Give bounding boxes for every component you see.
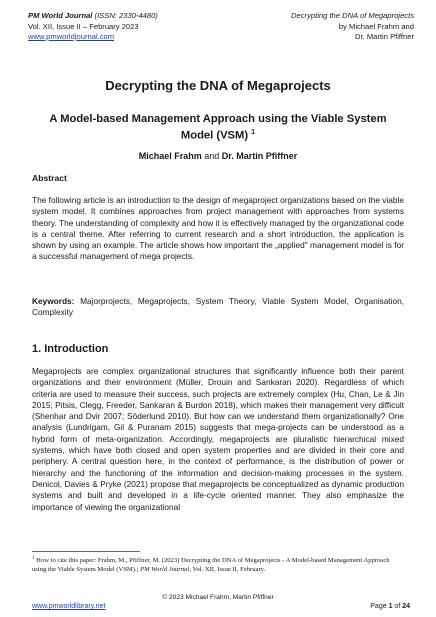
- footnote-journal: PM World Journal: [140, 565, 190, 573]
- page-total: 24: [402, 603, 410, 610]
- paper-title: Decrypting the DNA of Megaprojects: [105, 78, 331, 93]
- keywords-text: Majorprojects, Megaprojects, System Theory, Viable System Model, Organisation, Complexity: [32, 296, 404, 318]
- journal-line: [28, 11, 158, 22]
- author-2: Dr. Martin Pfiffner: [221, 151, 298, 161]
- journal-name: PM World Journal: [28, 11, 93, 20]
- footnote-text-after: , Vol. XII, Issue II, February.: [189, 565, 266, 573]
- page-current: 1: [388, 603, 393, 610]
- section-heading: 1. Introduction: [32, 343, 109, 355]
- byline-1: by Michael Frahm and: [338, 21, 414, 31]
- footnote-text-before: How to cite this paper: Frahm, M., Pfiffner, M. (2023) Decrypting the DNA of Megaprojects - A Model-based Management Approach using the Viable System Model (VSM).;: [32, 557, 390, 573]
- paper-subtitle: [40, 112, 396, 143]
- running-title: Decrypting the DNA of Megaprojects: [291, 11, 414, 20]
- keywords-label: Keywords:: [32, 296, 75, 306]
- abstract-text: The following article is an introduction to the design of megaproject organizations based on the viable system model. It combines approaches from project management with approaches from systems theory. The understanding of complexity and how it is effectively managed by the organizational code is a central theme. After referring to current research and a short introduction, the application is shown by using an example. The article shows how important the „applied" management model is for a successful management of mega projects.: [32, 195, 404, 262]
- page-prefix: Page: [370, 603, 389, 610]
- page-number: [370, 603, 410, 610]
- footnote-number: 1: [32, 556, 35, 561]
- header-right: [291, 11, 414, 43]
- copyright-notice: © 2023 Michael Frahm, Martin Pfiffner: [162, 594, 274, 601]
- byline-2: Dr. Martin Pfiffner: [355, 32, 414, 41]
- footnote-marker: 1: [251, 129, 256, 136]
- footer-url-link[interactable]: www.pmworldlibrary.net: [32, 603, 106, 610]
- journal-issue: Vol. XII, Issue II – February 2023: [28, 21, 139, 31]
- footnote: [32, 555, 404, 574]
- section-body-text: Megaprojects are complex organizational structures that significantly influence both their parent organizations and their environment (Müller, Drouin and Sankaran 2020). Regardless of which criteria are used to measure their success, such projects are extremely complex (Hu, Chan, Le & Jin 2015; Pitsis, Clegg, Freeder, Sankaran & Burdon 2018), which makes their management very difficult (Shenhar and Dvir 2007; Söderlund 2010). But how can we understand them organizationally? One analysis (Lundrigam, Gil & Puranam 2015) suggests that mega-projects can be understood as a hybrid form of meta-organization. Accordingly, megaprojects are pluralistic hierarchical mixed systems, which have both closed and open system properties and are divided in their core and periphery. A central question here, in the context of performance, is the distribution of power or hierarchy and the functioning of the information and decision-making processes in the system. Denicol, Davies & Pryke (2021) propose that megaprojects be conceptualized as dynamic production systems and built and developed in a life-cycle oriented manner. They also emphasize the importance of viewing the organizational: [32, 366, 404, 512]
- subtitle-text: A Model-based Management Approach using the Viable System Model (VSM): [49, 113, 387, 142]
- abstract-heading: Abstract: [32, 173, 67, 183]
- authors-conjunction: and: [201, 151, 222, 161]
- header-left: [28, 11, 158, 43]
- page-of: of: [392, 603, 403, 610]
- footer-url: [32, 603, 105, 610]
- authors-line: [0, 151, 436, 161]
- journal-url-link[interactable]: www.pmworldjournal.com: [28, 32, 115, 41]
- author-1: Michael Frahm: [138, 151, 202, 161]
- journal-issn: (ISSN: 2330-4480): [94, 11, 158, 20]
- footnote-divider: [32, 551, 140, 552]
- keywords: [32, 296, 404, 319]
